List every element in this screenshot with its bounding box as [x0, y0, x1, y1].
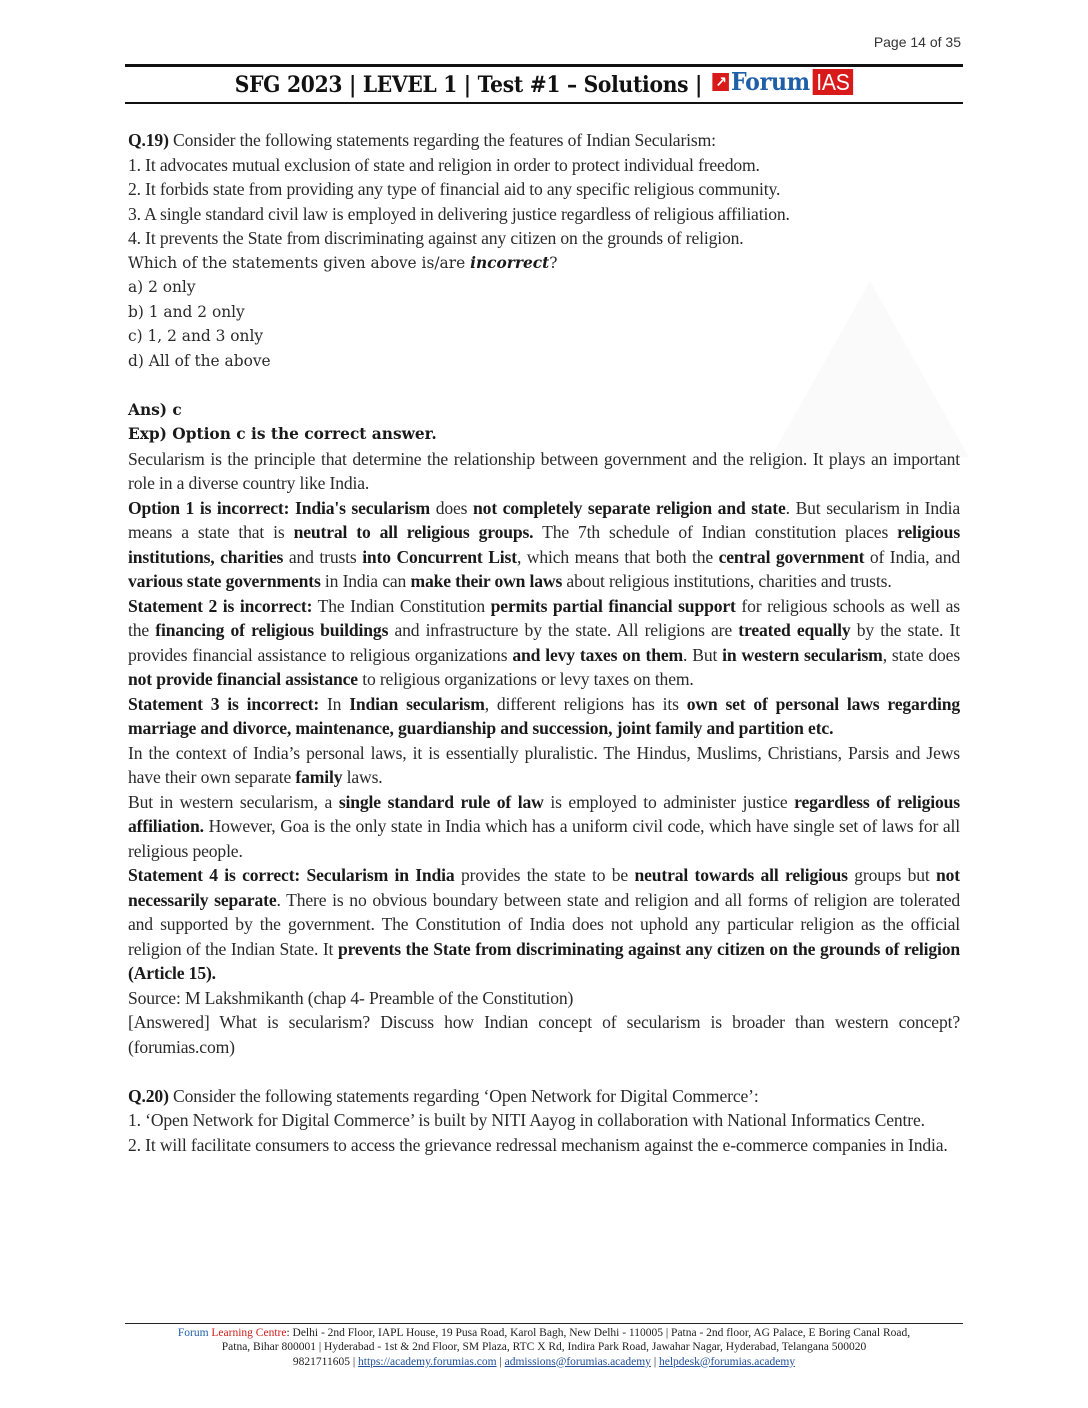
- arrow-up-right-icon: ↗: [713, 73, 730, 91]
- footer-address-line-2: Patna, Bihar 800001 | Hyderabad - 1st & 2nd Floor, SM Plaza, RTC X Rd, Indira Park Road, Jawahar Nagar, Hyderabad, Telangana 500020: [221, 1341, 867, 1354]
- question-stem: Q.20) Consider the following statements regarding ‘Open Network for Digital Commerce’:: [128, 1085, 759, 1106]
- option-a: a) 2 only: [128, 278, 196, 296]
- statement-item: 1. It advocates mutual exclusion of state and religion in order to protect individual freedom.: [128, 154, 760, 175]
- statement-item: 2. It forbids state from providing any type of financial aid to any specific religious community.: [128, 179, 781, 199]
- footer-phone: 9821711605: [292, 1355, 350, 1368]
- source-reference: Source: M Lakshmikanth (chap 4- Preamble of the Constitution): [128, 987, 574, 1008]
- question-stem: Q.19) Consider the following statements regarding the features of Indian Secularism:: [128, 130, 716, 150]
- page-header: [159, 67, 930, 99]
- option-b: b) 1 and 2 only: [128, 302, 245, 321]
- explanation-label: Exp) Option c is the correct answer.: [128, 425, 437, 443]
- page-indicator: Page 14 of 35: [873, 34, 961, 50]
- explanation-statement-3: Statement 3 is incorrect: In Indian secularism, different religions has its own set of personal laws regarding marriage and divorce, maintenance, guardianship and succession, joint family and partition etc.: [128, 693, 960, 738]
- explanation-option-1: Option 1 is incorrect: India's secularism does not completely separate religion and state. But secularism in India means a state that is neutral to all religious groups. The 7th schedule of Indian constitution places religious institutions, charities and trusts into Concurrent List, which means that both the central government of India, and various state governments in India can make their own laws about religious institutions, charities and trusts.: [128, 497, 961, 591]
- website-link[interactable]: https://academy.forumias.com: [358, 1355, 497, 1368]
- explanation-intro: Secularism is the principle that determine the relationship between government and the religion. It plays an important role in a diverse country like India.: [128, 448, 960, 493]
- footer-contact-line: 9821711605 | https://academy.forumias.com | admissions@forumias.academy | helpdesk@forumias.academy: [292, 1355, 796, 1368]
- header-bottom-rule: [125, 102, 963, 104]
- explanation-western-secularism: But in western secularism, a single standard rule of law is employed to administer justice regardless of religious affiliation. However, Goa is the only state in India which has a uniform civil code, which have single set of laws for all religious people.: [128, 791, 960, 861]
- footer-rule: [125, 1323, 963, 1324]
- page-content: [128, 128, 960, 1157]
- explanation-personal-laws: In the context of India’s personal laws, it is essentially pluralistic. The Hindus, Muslims, Christians, Parsis and Jews have their own separate family laws.: [128, 742, 960, 787]
- header-title: SFG 2023 | LEVEL 1 | Test #1 – Solutions |: [234, 71, 703, 98]
- statement-item: 3. A single standard civil law is employed in delivering justice regardless of religious affiliation.: [128, 203, 790, 224]
- logo-forum-text: Forum: [730, 67, 810, 96]
- question-20: [128, 1084, 960, 1158]
- question-prompt: Which of the statements given above is/are incorrect?: [128, 253, 558, 272]
- footer-address-line-1: Forum Learning Centre: Delhi - 2nd Floor, IAPL House, 19 Pusa Road, Karol Bagh, New Delhi - 110005 | Patna - 2nd floor, AG Palace, E Boring Canal Road,: [177, 1327, 911, 1339]
- admissions-email-link[interactable]: admissions@forumias.academy: [504, 1355, 651, 1368]
- explanation-statement-4: Statement 4 is correct: Secularism in India provides the state to be neutral towards all religious groups but not necessarily separate. There is no obvious boundary between state and religion and all forms of religion are tolerated and supported by the government. The Constitution of India does not uphold any particular religion as the official religion of the Indian State. It prevents the State from discriminating against any citizen on the grounds of religion (Article 15).: [128, 865, 960, 983]
- helpdesk-email-link[interactable]: helpdesk@forumias.academy: [659, 1355, 796, 1368]
- explanation-statement-2: Statement 2 is incorrect: The Indian Constitution permits partial financial support for religious schools as well as the financing of religious buildings and infrastructure by the state. All religions are treated equally by the state. It provides financial assistance to religious organizations and levy taxes on them. But in western secularism, state does not provide financial assistance to religious organizations or levy taxes on them.: [128, 595, 961, 689]
- related-article: [Answered] What is secularism? Discuss how Indian concept of secularism is broader than western concept? (forumias.com): [128, 1012, 960, 1057]
- logo-ias-text: IAS: [813, 69, 854, 95]
- statement-item: 4. It prevents the State from discriminating against any citizen on the grounds of religion.: [128, 228, 744, 248]
- question-number: Q.20): [128, 1085, 169, 1106]
- question-number: Q.19): [128, 130, 169, 150]
- statement-item: 2. It will facilitate consumers to access the grievance redressal mechanism against the e-commerce companies in India.: [128, 1134, 948, 1155]
- forumias-logo: [713, 67, 854, 96]
- question-19: [128, 128, 960, 1059]
- statement-item: 1. ‘Open Network for Digital Commerce’ is built by NITI Aayog in collaboration with National Informatics Centre.: [128, 1110, 925, 1130]
- page-footer: [125, 1326, 963, 1369]
- answer-label: Ans) c: [128, 400, 182, 419]
- option-d: d) All of the above: [128, 351, 271, 370]
- option-c: c) 1, 2 and 3 only: [128, 327, 264, 345]
